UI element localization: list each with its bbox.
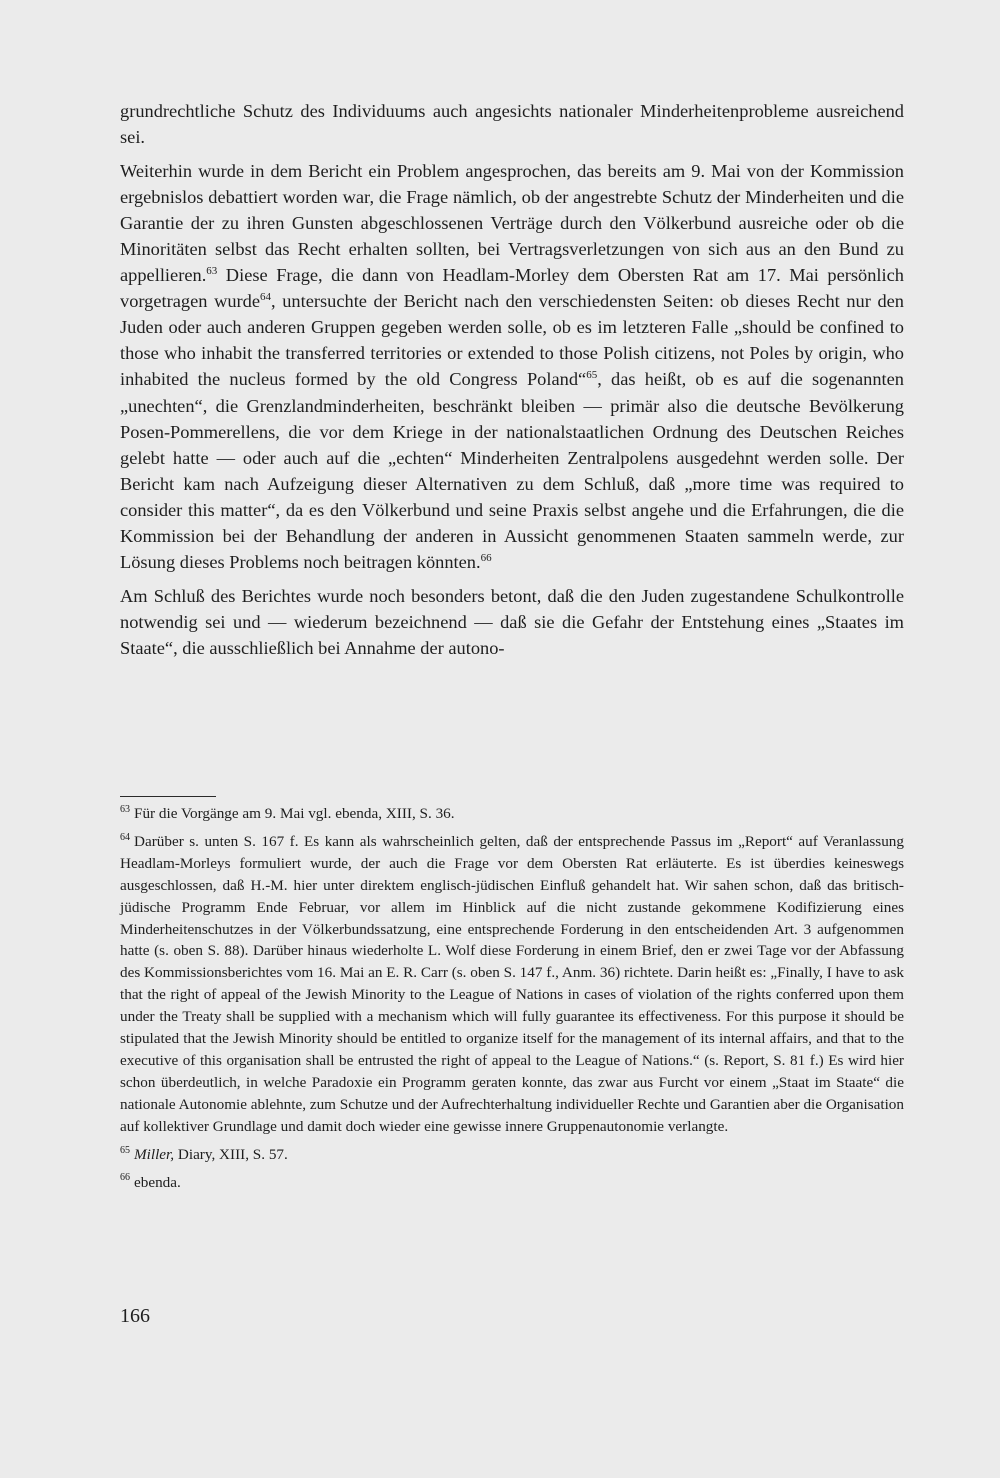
footnote-text: Für die Vorgänge am 9. Mai vgl. ebenda, XIII, S. 36. — [134, 805, 455, 822]
footnote-number: 66 — [120, 1172, 130, 1184]
footnote-ref-66: 66 — [480, 551, 492, 564]
footnote-63 — [120, 803, 904, 825]
footnote-text: Darüber s. unten S. 167 f. Es kann als wahrscheinlich gelten, daß der entsprechende Passus im „Report“ auf Veranlassung Headlam-Morleys formuliert wurde, der auch die Frage vor dem Obersten Rat erläuterte. Es ist überdies keineswegs ausgeschlossen, daß H.-M. hier unter direktem englisch-jüdischen Einfluß gehandelt hat. Wir sahen schon, daß das britisch-jüdische Programm Ende Februar, vor allem im Hinblick auf die nicht zustande gekommene Kodifizierung eines Minderheitenschutzes in der Völkerbundssatzung, eine entsprechende Forderung in den entscheidenden Art. 3 aufgenommen hatte (s. oben S. 88). Darüber hinaus wiederholte L. Wolf diese Forderung in einem Brief, den er zwei Tage vor der Abfassung des Kommissionsberichtes vom 16. Mai an E. R. Carr (s. oben S. 147 f., Anm. 36) richtete. Darin heißt es: „Finally, I have to ask that the right of appeal of the Jewish Minority to the League of Nations in cases of violation of the rights conferred upon them under the Treaty shall be supplied with a mechanism which will fully guarantee its effectiveness. For this purpose it should be stipulated that the Jewish Minority should be entitled to organize itself for the management of its internal affairs, and that to the executive of this organisation shall be entrusted the right of appeal to the League of Nations.“ (s. Report, S. 81 f.) Es wird hier schon überdeutlich, in welche Paradoxie ein Programm geraten konnte, das zwar aus Furcht vor einem „Staat im Staate“ die nationale Autonomie ablehnte, zum Schutze und der Aufrechterhaltung individueller Rechte und Garantien aber die Organisation auf kollektiver Grundlage und damit doch wieder eine gewisse innere Gruppenautonomie verlangte. — [120, 832, 904, 1135]
footnote-text: ebenda. — [134, 1173, 181, 1191]
footnote-ref-63: 63 — [206, 265, 218, 278]
footnote-ref-64: 64 — [260, 291, 272, 304]
paragraph-2-segment: Diese Frage, die dann von Headlam-Morley dem Obersten Rat am 17. Mai persönlich vorgetragen wurde — [120, 265, 904, 312]
paragraph-2-segment: , untersuchte der Bericht nach den verschiedensten Seiten: ob dieses Recht nur den Juden oder auch anderen Gruppen gegeben werden solle, ob es im letzteren Falle „should be confined to those who inhabit the transferred territories or extended to those Polish citizens, not Poles by origin, who inhabited the nucleus formed by the old Congress Poland“ — [120, 291, 905, 390]
footnote-66 — [120, 1172, 904, 1194]
footnote-65 — [120, 1144, 904, 1166]
paragraph-2-segment: , das heißt, ob es auf die sogenannten „unechten“, die Grenzlandminderheiten, beschränkt bleiben — primär also die deutsche Bevölkerung Posen-Pommerellens, die vor dem Kriege in der nationalstaatlichen Ordnung des Deutschen Reiches gelebt hatte — oder auch auf die „echten“ Minderheiten Zentralpolens ausgedehnt werden solle. Der Bericht kam nach Aufzeigung dieser Alternativen zu dem Schluß, daß „more time was required to consider this matter“, da es den Völkerbund und seine Praxis selbst angehe und die Erfahrungen, die die Kommission bei der Behandlung der anderen in Aussicht genommenen Staaten sammeln werde, zur Lösung dieses Problems noch beitragen könnten. — [120, 369, 904, 572]
paragraph-2 — [120, 158, 904, 575]
paragraph-2-segment: Weiterhin wurde in dem Bericht ein Problem angesprochen, das bereits am 9. Mai von der Kommission ergebnislos debattiert worden war, die Frage nämlich, ob der angestrebte Schutz der Minderheiten und die Garantie der zu ihren Gunsten abgeschlossenen Verträge durch den Völkerbund ausreiche oder ob die Minoritäten selbst das Recht erhalten sollten, bei Vertragsverletzungen von sich aus an den Bund zu appellieren. — [120, 161, 904, 286]
footnote-number: 65 — [120, 1144, 130, 1156]
footnote-ref-65: 65 — [586, 369, 598, 382]
footnotes — [120, 803, 904, 1199]
footnote-number: 63 — [120, 803, 130, 815]
page-number: 166 — [120, 1305, 150, 1327]
footnote-author: Miller, — [134, 1145, 175, 1163]
footnote-text: Diary, XIII, S. 57. — [174, 1145, 288, 1163]
footnote-64 — [120, 831, 904, 1138]
footnote-separator — [120, 796, 216, 797]
main-text — [120, 98, 904, 661]
footnote-number: 64 — [120, 831, 130, 843]
paragraph-3: Am Schluß des Berichtes wurde noch besonders betont, daß die den Juden zugestandene Schulkontrolle notwendig sei und — wiederum bezeichnend — daß sie die Gefahr der Entstehung eines „Staates im Staate“, die ausschließlich bei Annahme der autono- — [120, 585, 904, 658]
paragraph-1: grundrechtliche Schutz des Individuums auch angesichts nationaler Minderheitenprobleme ausreichend sei. — [120, 101, 904, 148]
